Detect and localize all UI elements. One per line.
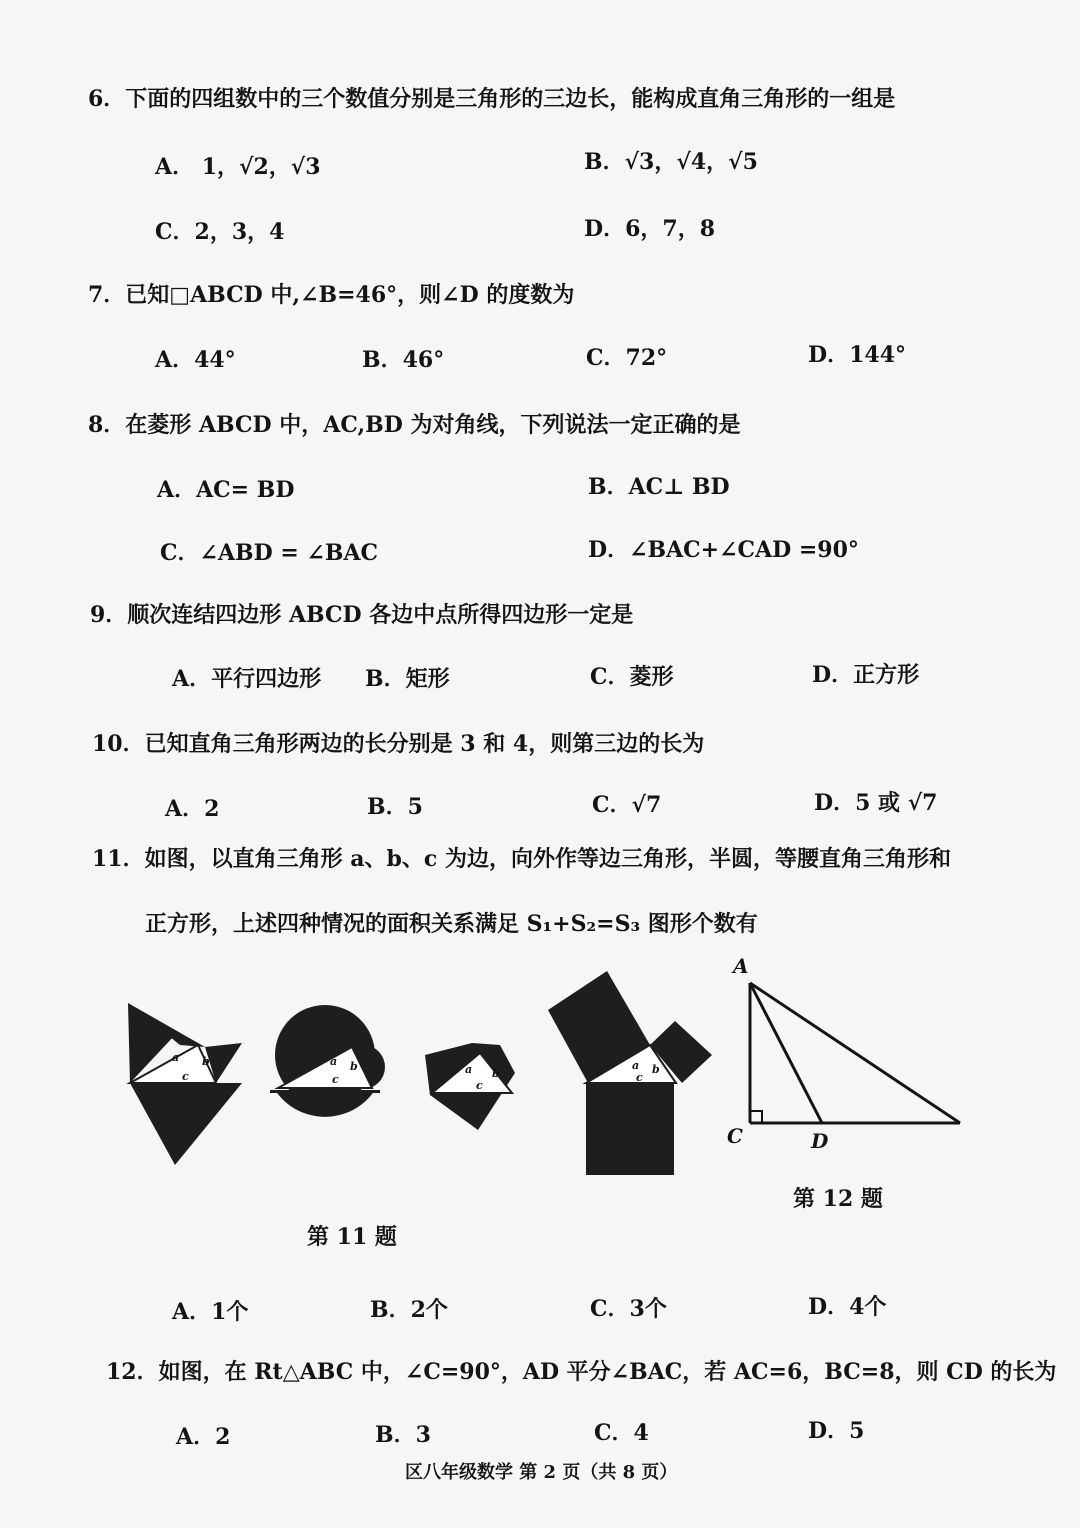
q10-option-c: C．√7 [592,792,662,818]
svg-text:c: c [476,1079,483,1092]
q9-option-a: A．平行四边形 [172,666,322,692]
q9-option-d: D．正方形 [812,662,920,688]
q10-option-a: A．2 [165,796,220,822]
figure-11-squares [548,971,712,1175]
q7-option-b: B．46° [362,347,445,373]
q11-option-a: A．1个 [172,1299,249,1325]
svg-text:a: a [465,1063,473,1076]
svg-text:a: a [632,1059,640,1072]
fig12-label-d: D [811,1129,829,1153]
q8-option-c: C．∠ABD = ∠BAC [160,540,379,566]
q6-option-c: C．2，3，4 [155,219,285,245]
q7-option-d: D．144° [808,342,907,368]
q8-option-d: D．∠BAC+∠CAD =90° [588,537,859,563]
q8-option-a: A．AC= BD [157,477,295,503]
q12-option-b: B．3 [375,1422,431,1448]
q11-option-c: C．3个 [590,1296,667,1322]
q11-option-b: B．2个 [370,1297,448,1323]
q12-option-c: C．4 [594,1420,649,1446]
figure-11-semicircle [270,1005,385,1117]
q12-stem: 12．如图，在 Rt△ABC 中，∠C=90°，AD 平分∠BAC，若 AC=6，BC=8，则 CD 的长为 [106,1359,1057,1385]
figure-11-equilateral [128,1003,242,1165]
fig12-label-a: A [733,954,749,978]
q6-option-d: D．6，7，8 [584,216,716,242]
fig11-a-label: a [172,1051,180,1064]
figure-12 [725,955,965,1155]
figure-11 [120,965,720,1165]
q7-option-a: A．44° [155,347,236,373]
q6-stem: 6．下面的四组数中的三个数值分别是三角形的三边长，能构成直角三角形的一组是 [88,86,896,112]
q9-option-c: C．菱形 [590,664,674,690]
q6-option-a: A． 1，√2，√3 [155,154,321,180]
svg-text:b: b [202,1055,210,1068]
svg-text:b: b [652,1063,660,1076]
figure-11-caption: 第 11 题 [307,1224,397,1250]
q8-stem: 8．在菱形 ABCD 中，AC,BD 为对角线，下列说法一定正确的是 [88,412,741,438]
q12-option-a: A．2 [176,1424,231,1450]
svg-text:a: a [330,1055,338,1068]
svg-text:c: c [182,1070,189,1083]
q9-option-b: B．矩形 [365,666,450,692]
q8-option-b: B．AC⊥ BD [588,474,730,500]
q12-option-d: D．5 [808,1418,865,1444]
q7-stem: 7．已知□ABCD 中,∠B=46°，则∠D 的度数为 [88,282,575,308]
svg-text:c: c [636,1071,643,1084]
q11-stem-line2: 正方形，上述四种情况的面积关系满足 S₁+S₂=S₃ 图形个数有 [145,911,758,937]
q9-stem: 9．顺次连结四边形 ABCD 各边中点所得四边形一定是 [90,602,634,628]
svg-text:c: c [332,1073,339,1086]
figure-12-caption: 第 12 题 [793,1186,883,1212]
fig12-label-c: C [727,1124,743,1148]
page-footer: 区八年级数学 第 2 页（共 8 页） [405,1462,678,1483]
figure-11-isosceles-right [425,1043,515,1130]
q10-stem: 10．已知直角三角形两边的长分别是 3 和 4，则第三边的长为 [92,731,705,757]
q7-option-c: C．72° [586,345,668,371]
q11-stem-line1: 11．如图，以直角三角形 a、b、c 为边，向外作等边三角形，半圆，等腰直角三角形和 [92,846,951,872]
svg-text:b: b [350,1060,358,1073]
q11-option-d: D．4个 [808,1294,887,1320]
svg-text:b: b [492,1067,500,1080]
q10-option-b: B．5 [367,794,423,820]
q10-option-d: D．5 或 √7 [814,790,938,816]
q6-option-b: B．√3，√4，√5 [584,149,758,175]
